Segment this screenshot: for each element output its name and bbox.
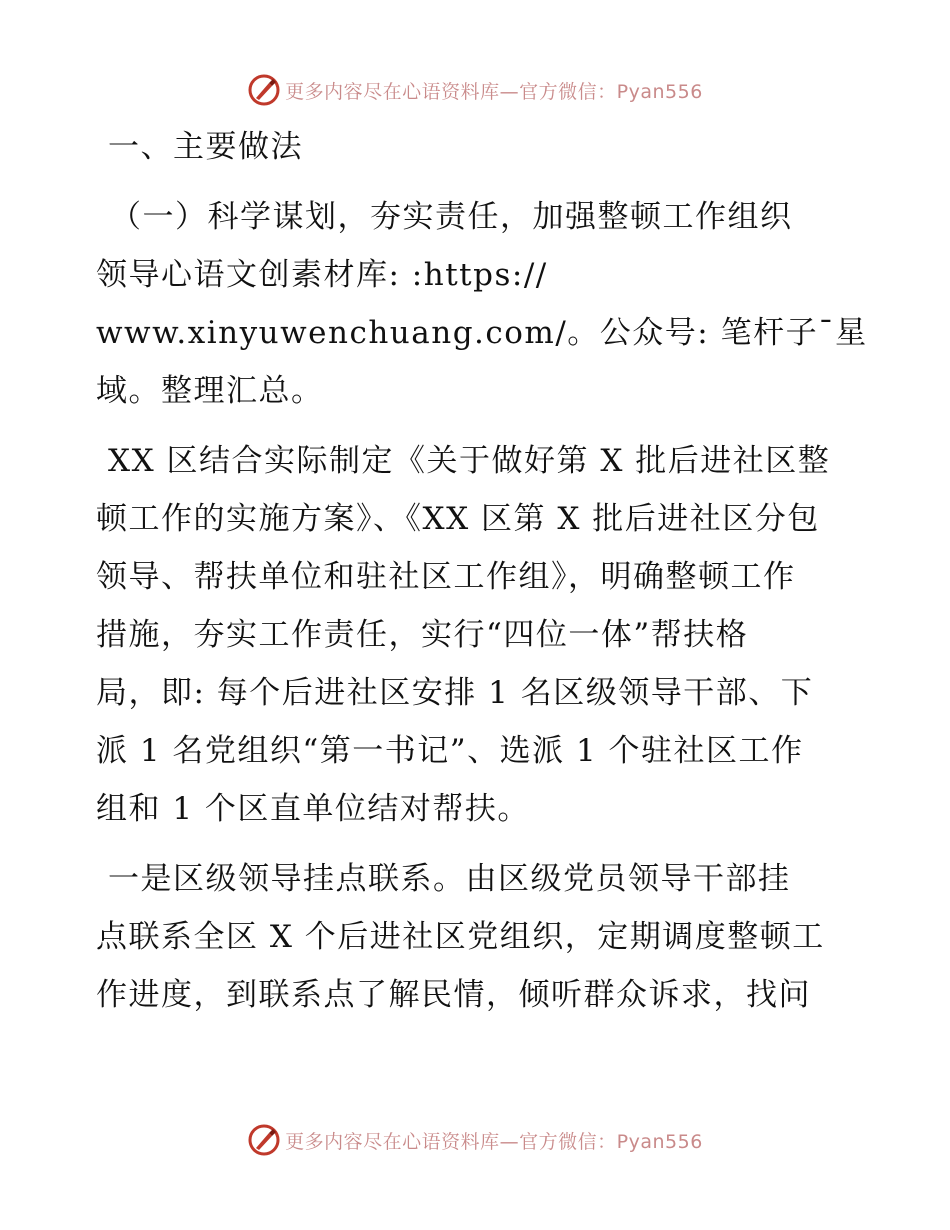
paragraph-line: 一是区级领导挂点联系。由区级党员领导干部挂 <box>108 861 791 897</box>
paragraph-line: 顿工作的实施方案》、《XX 区第 X 批后进社区分包 <box>96 501 820 537</box>
section-heading: 一、主要做法 <box>108 129 303 165</box>
pen-circle-logo-icon <box>247 73 281 107</box>
paragraph-line: 派 1 名党组织“第一书记”、选派 1 个驻社区工作 <box>96 733 804 769</box>
document-body <box>96 118 868 1024</box>
paragraph-line: 局，即: 每个后进社区安排 1 名区级领导干部、下 <box>96 675 814 711</box>
watermark-text: 更多内容尽在心语资料库—官方微信：Pyan556 <box>285 80 703 103</box>
paragraph-line: 作进度，到联系点了解民情，倾听群众诉求，找问 <box>96 977 811 1013</box>
subheading-line: 领导心语文创素材库: :https:// <box>96 257 548 293</box>
watermark-header <box>0 70 950 110</box>
paragraph-line: 组和 1 个区直单位结对帮扶。 <box>96 791 530 827</box>
watermark-footer <box>0 1120 950 1160</box>
paragraph-line: 措施，夯实工作责任，实行“四位一体”帮扶格 <box>96 617 749 653</box>
watermark-text: 更多内容尽在心语资料库—官方微信：Pyan556 <box>285 1130 703 1153</box>
paragraph-line: 点联系全区 X 个后进社区党组织，定期调度整顿工 <box>96 919 825 955</box>
subheading-line: （一）科学谋划，夯实责任，加强整顿工作组织 <box>110 199 793 235</box>
paragraph-line: XX 区结合实际制定《关于做好第 X 批后进社区整 <box>108 443 831 479</box>
subheading-line: 域。整理汇总。 <box>96 373 324 409</box>
subheading-line: www.xinyuwenchuang.com/。公众号: 笔杆子¯星 <box>96 315 868 351</box>
paragraph-line: 领导、帮扶单位和驻社区工作组》，明确整顿工作 <box>96 559 796 595</box>
pen-circle-logo-icon <box>247 1123 281 1157</box>
